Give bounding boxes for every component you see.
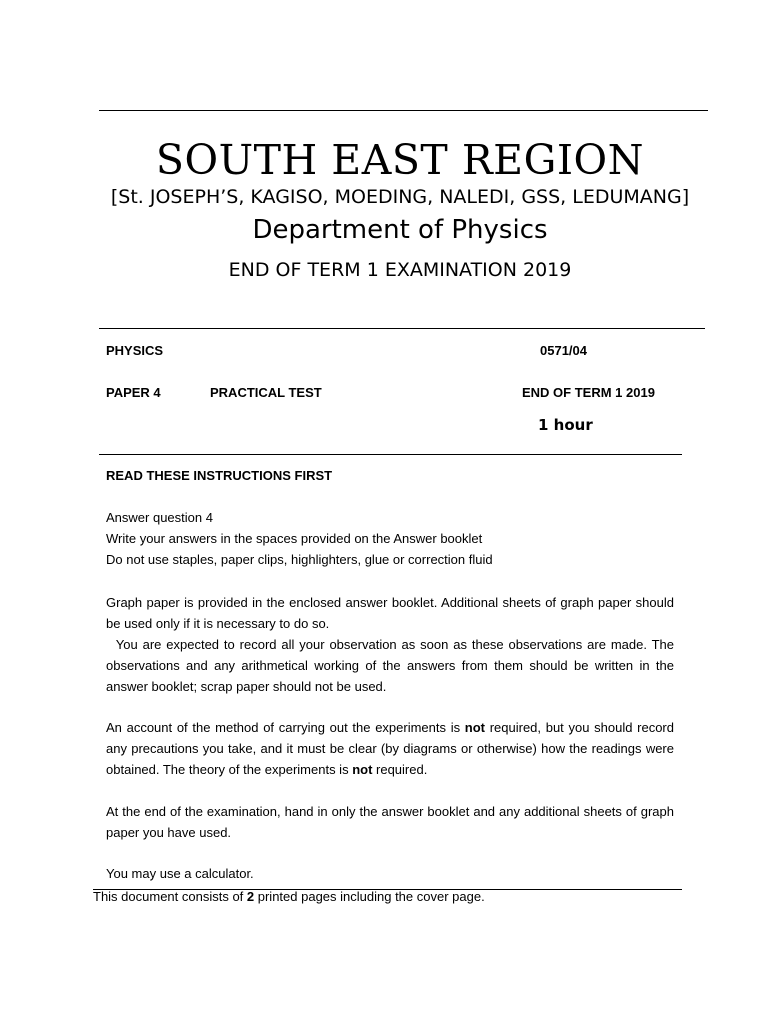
term-label: END OF TERM 1 2019 xyxy=(522,385,655,400)
footer-note xyxy=(93,889,485,904)
calculator-note: You may use a calculator. xyxy=(106,866,254,881)
footer-page-count: 2 xyxy=(246,889,255,904)
details-top-rule xyxy=(99,328,705,329)
top-rule xyxy=(99,110,708,111)
details-bottom-rule xyxy=(99,454,682,455)
hand-in-paragraph: At the end of the examination, hand in only the answer booklet and any additional sheets of graph paper you have used. xyxy=(106,804,674,840)
account-not-2: not xyxy=(352,762,373,777)
footer-text-2: printed pages including the cover page. xyxy=(254,889,485,904)
region-title: SOUTH EAST REGION xyxy=(155,136,645,184)
subject-label: PHYSICS xyxy=(106,343,164,358)
record-text: You are expected to record all your observation as soon as these observations are made. The observations and any arithmetical working of the answers from them should be written in the answer booklet; scrap paper should not be used. xyxy=(106,637,674,694)
account-paragraph xyxy=(106,717,674,780)
instruction-line-2: Write your answers in the spaces provided on the Answer booklet xyxy=(106,531,483,546)
instructions-heading: READ THESE INSTRUCTIONS FIRST xyxy=(106,468,333,483)
paper-number: PAPER 4 xyxy=(106,385,161,400)
duration: 1 hour xyxy=(538,416,593,434)
schools-list: [St. JOSEPH’S, KAGISO, MOEDING, NALEDI, GSS, LEDUMANG] xyxy=(110,186,690,208)
account-text-1: An account of the method of carrying out the experiments is xyxy=(106,720,465,735)
instruction-line-3: Do not use staples, paper clips, highlighters, glue or correction fluid xyxy=(106,552,493,567)
footer-text-1: This document consists of xyxy=(93,889,247,904)
account-text-3: required. xyxy=(372,762,428,777)
paper-type: PRACTICAL TEST xyxy=(210,385,322,400)
graph-paper-paragraph: Graph paper is provided in the enclosed answer booklet. Additional sheets of graph paper should be used only if it is necessary to do so. xyxy=(106,595,674,631)
account-not-1: not xyxy=(464,720,486,735)
account-text-2: required, but you should record any precautions you take, and it must be clear (by diagrams or otherwise) how the readings were obtained. The theory of the experiments is xyxy=(106,720,674,777)
exam-title: END OF TERM 1 EXAMINATION 2019 xyxy=(228,259,572,281)
instruction-line-1: Answer question 4 xyxy=(106,510,213,525)
record-paragraph xyxy=(106,634,674,697)
department-title: Department of Physics xyxy=(252,215,548,245)
paper-code: 0571/04 xyxy=(540,343,587,358)
